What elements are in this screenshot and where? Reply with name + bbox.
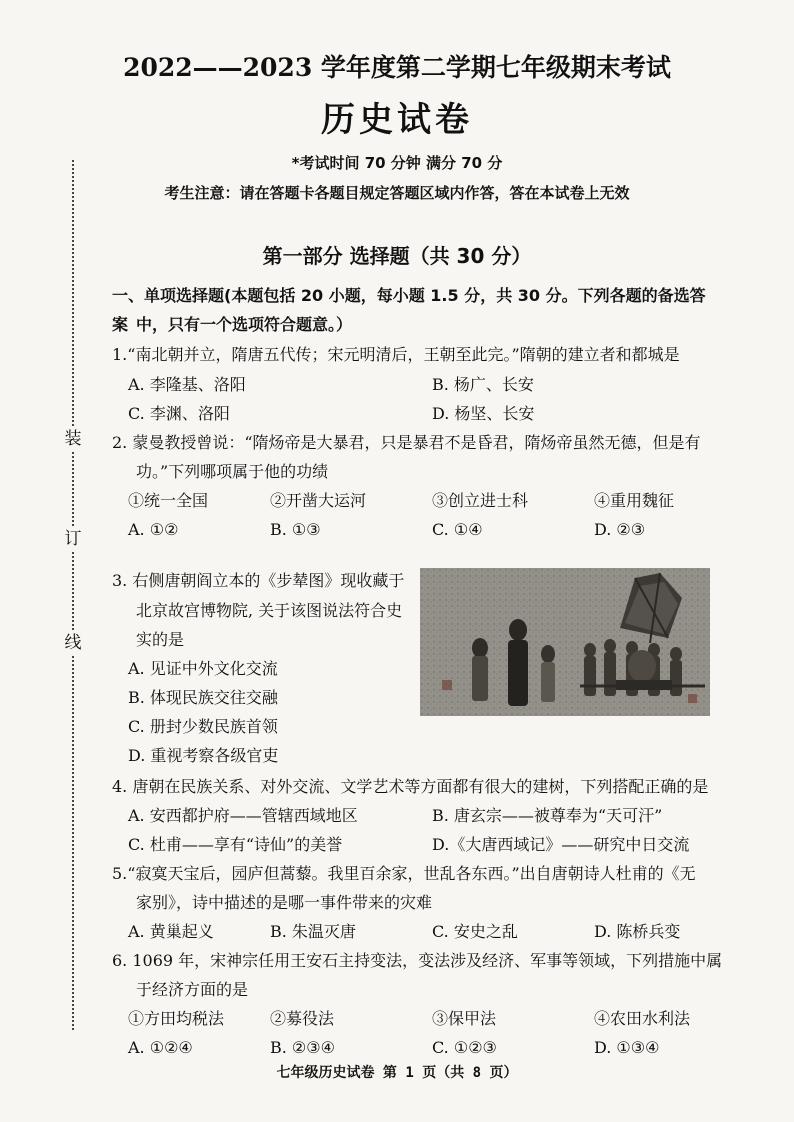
question-5-option-c: C. 安史之乱 bbox=[432, 922, 518, 941]
question-6-item-1: ①方田均税法 bbox=[128, 1009, 225, 1028]
exam-title: 2022——2023 学年度第二学期七年级期末考试 bbox=[123, 53, 671, 82]
question-6-option-d: D. ①③④ bbox=[594, 1038, 660, 1057]
question-2-stem-line2: 功。”下列哪项属于他的功绩 bbox=[136, 462, 329, 481]
binding-char-zhuang: 装 bbox=[64, 429, 82, 449]
question-5-option-a: A. 黄巢起义 bbox=[128, 922, 214, 941]
question-3-option-b: B. 体现民族交往交融 bbox=[128, 688, 278, 707]
question-3-option-d: D. 重视考察各级官吏 bbox=[128, 746, 279, 765]
binding-char-ding: 订 bbox=[64, 529, 82, 549]
question-6-stem-line1: 6. 1069 年，宋神宗任用王安石主持变法，变法涉及经济、军事等领域，下列措施中属 bbox=[112, 951, 723, 970]
question-3-option-a: A. 见证中外文化交流 bbox=[128, 659, 278, 678]
question-2-item-1: ①统一全国 bbox=[128, 491, 209, 510]
question-2-item-3: ③创立进士科 bbox=[432, 491, 529, 510]
question-6-option-b: B. ②③④ bbox=[270, 1038, 335, 1057]
question-2-item-4: ④重用魏征 bbox=[594, 491, 675, 510]
question-1-option-c: C. 李渊、洛阳 bbox=[128, 404, 230, 423]
question-3-stem-line2: 北京故宫博物院, 关于该图说法符合史 bbox=[136, 601, 403, 620]
page-footer: 七年级历史试卷 第 1 页（共 8 页） bbox=[276, 1065, 518, 1081]
exam-notice: 考生注意：请在答题卡各题目规定答题区域内作答，答在本试卷上无效 bbox=[164, 184, 630, 202]
question-4-option-b: B. 唐玄宗——被尊奉为“天可汗” bbox=[432, 806, 663, 825]
binding-char-xian: 线 bbox=[64, 633, 82, 653]
section-instruction-line1: 一、单项选择题(本题包括 20 小题，每小题 1.5 分，共 30 分。下列各题的备选答案 bbox=[112, 286, 706, 334]
question-3-stem-line3: 实的是 bbox=[136, 630, 185, 649]
question-6-option-c: C. ①②③ bbox=[432, 1038, 497, 1057]
binding-dotted-line bbox=[72, 160, 74, 1030]
question-4-option-d: D.《大唐西域记》——研究中日交流 bbox=[432, 835, 690, 854]
question-5-option-b: B. 朱温灭唐 bbox=[270, 922, 356, 941]
section-instruction-line2: 中，只有一个选项符合题意。） bbox=[136, 315, 353, 334]
question-1-option-b: B. 杨广、长安 bbox=[432, 375, 534, 394]
question-6-option-a: A. ①②④ bbox=[128, 1038, 193, 1057]
question-5-stem-line2: 家别》，诗中描述的是哪一事件带来的灾难 bbox=[136, 893, 433, 912]
question-3-option-c: C. 册封少数民族首领 bbox=[128, 717, 278, 736]
question-4-option-c: C. 杜甫——享有“诗仙”的美誉 bbox=[128, 835, 343, 854]
question-2-stem-line1: 2. 蒙曼教授曾说：“隋炀帝是大暴君，只是暴君不是昏君，隋炀帝虽然无德，但是有 bbox=[112, 433, 701, 452]
part-one-heading: 第一部分 选择题（共 30 分） bbox=[262, 244, 532, 268]
question-4-option-a: A. 安西都护府——管辖西域地区 bbox=[128, 806, 358, 825]
exam-time-score: *考试时间 70 分钟 满分 70 分 bbox=[291, 154, 503, 172]
question-2-option-d: D. ②③ bbox=[594, 520, 646, 539]
question-2-option-b: B. ①③ bbox=[270, 520, 321, 539]
question-6-item-3: ③保甲法 bbox=[432, 1009, 497, 1028]
question-5-stem-line1: 5.“寂寞天宝后，园庐但蒿藜。我里百余家，世乱各东西。”出自唐朝诗人杜甫的《无 bbox=[112, 864, 696, 883]
question-1-option-d: D. 杨坚、长安 bbox=[432, 404, 535, 423]
question-3-stem-line1: 3. 右侧唐朝阎立本的《步辇图》现收藏于 bbox=[112, 571, 405, 590]
question-6-item-2: ②募役法 bbox=[270, 1009, 335, 1028]
exam-subject-title: 历史试卷 bbox=[321, 100, 473, 140]
bunian-painting-image bbox=[420, 568, 710, 716]
question-6-item-4: ④农田水利法 bbox=[594, 1009, 691, 1028]
question-5-option-d: D. 陈桥兵变 bbox=[594, 922, 681, 941]
question-1-option-a: A. 李隆基、洛阳 bbox=[128, 375, 246, 394]
question-2-option-c: C. ①④ bbox=[432, 520, 483, 539]
question-4-stem: 4. 唐朝在民族关系、对外交流、文学艺术等方面都有很大的建树，下列搭配正确的是 bbox=[112, 777, 709, 796]
question-6-stem-line2: 于经济方面的是 bbox=[136, 980, 249, 999]
question-2-option-a: A. ①② bbox=[128, 520, 179, 539]
question-1-stem: 1.“南北朝并立，隋唐五代传；宋元明清后，王朝至此完。”隋朝的建立者和都城是 bbox=[112, 345, 680, 364]
question-2-item-2: ②开凿大运河 bbox=[270, 491, 367, 510]
